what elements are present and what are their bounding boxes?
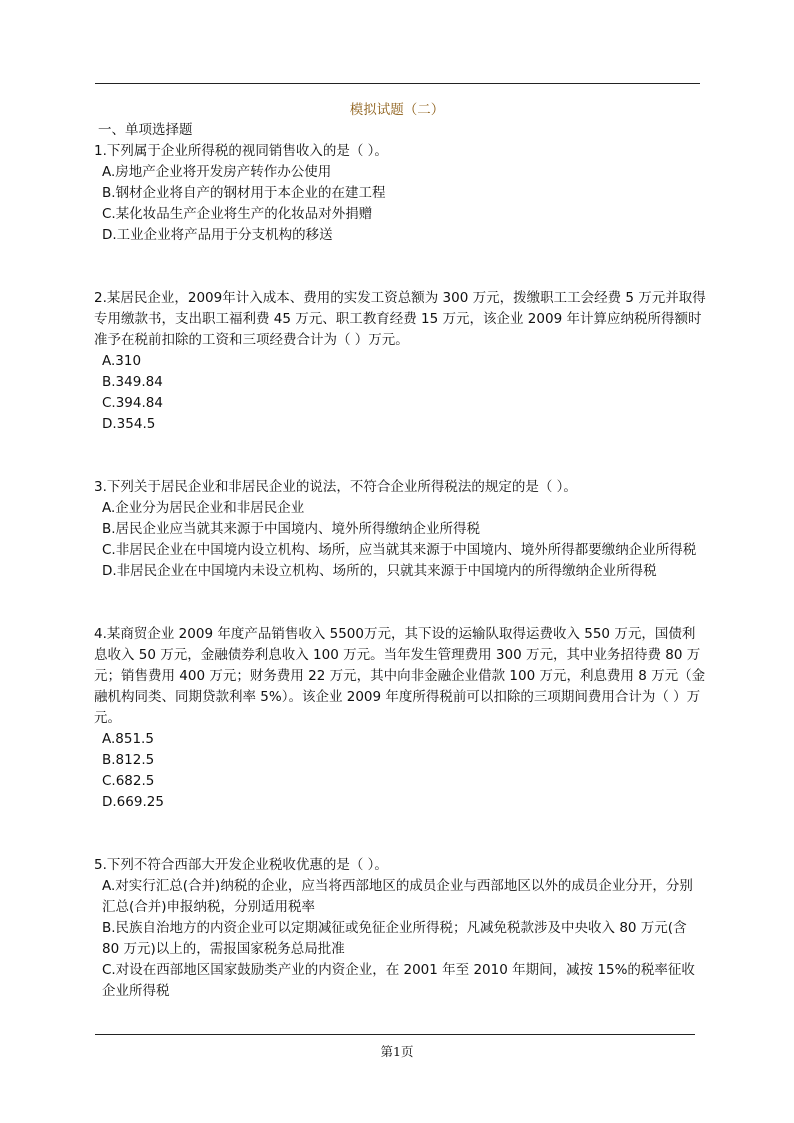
option-b: B.812.5 [102, 752, 155, 768]
option-b: B.349.84 [102, 374, 163, 390]
option-c: C.某化妆品生产企业将生产的化妆品对外捐赠 [102, 206, 373, 222]
option-c: C.394.84 [102, 395, 163, 411]
option-d: D.669.25 [102, 794, 164, 810]
option-a: A.310 [102, 353, 142, 369]
option-b: B.居民企业应当就其来源于中国境内、境外所得缴纳企业所得税 [102, 521, 481, 537]
question-stem: 2.某居民企业，2009年计入成本、费用的实发工资总额为 300 万元，拨缴职工工会经费 5 万元并取得专用缴款书，支出职工福利费 45 万元、职工教育经费 15 万元，该企业 2009 年计算应纳税所得额时准予在税前扣除的工资和三项经费合计为（ ）万元。 [94, 290, 706, 348]
document-title: 模拟试题（二） [349, 102, 445, 118]
question-stem: 3.下列关于居民企业和非居民企业的说法，不符合企业所得税法的规定的是（ ）。 [94, 479, 577, 495]
option-a: A.企业分为居民企业和非居民企业 [102, 500, 305, 516]
option-b: B.钢材企业将自产的钢材用于本企业的在建工程 [102, 185, 386, 201]
document-body [94, 120, 706, 1002]
question-2 [94, 288, 706, 435]
page-number: 第1页 [380, 1044, 414, 1059]
question-5 [94, 855, 706, 1002]
option-d: D.非居民企业在中国境内未设立机构、场所的，只就其来源于中国境内的所得缴纳企业所得税 [102, 563, 657, 579]
question-1 [94, 141, 706, 246]
question-stem: 4.某商贸企业 2009 年度产品销售收入 5500万元，其下设的运输队取得运费收入 550 万元，国债利息收入 50 万元，金融债券利息收入 100 万元。当年发生管理费用 300 万元，其中业务招待费 80 万元；销售费用 400 万元；财务费用 22 万元，其中向非金融企业借款 100 万元，利息费用 8 万元（金融机构同类、同期贷款利率 5%）。该企业 2009 年度所得税前可以扣除的三项期间费用合计为（ ）万元。 [94, 626, 706, 726]
option-d: D.354.5 [102, 416, 156, 432]
question-stem: 1.下列属于企业所得税的视同销售收入的是（ ）。 [94, 143, 388, 159]
option-d: D.工业企业将产品用于分支机构的移送 [102, 227, 333, 243]
question-4 [94, 624, 706, 813]
question-stem: 5.下列不符合西部大开发企业税收优惠的是（ ）。 [94, 857, 388, 873]
header-rule [95, 83, 700, 84]
option-c: C.682.5 [102, 773, 155, 789]
option-a: A.对实行汇总(合并)纳税的企业，应当将西部地区的成员企业与西部地区以外的成员企业分开，分别汇总(合并)申报纳税，分别适用税率 [102, 878, 693, 915]
question-3 [94, 477, 706, 582]
option-c: C.对设在西部地区国家鼓励类产业的内资企业，在 2001 年至 2010 年期间，减按 15%的税率征收企业所得税 [102, 962, 695, 999]
option-a: A.851.5 [102, 731, 154, 747]
option-a: A.房地产企业将开发房产转作办公使用 [102, 164, 332, 180]
footer-rule [95, 1034, 695, 1035]
option-b: B.民族自治地方的内资企业可以定期减征或免征企业所得税；凡减免税款涉及中央收入 80 万元(含 80 万元)以上的，需报国家税务总局批准 [102, 920, 687, 957]
section-heading: 一、单项选择题 [98, 122, 193, 138]
option-c: C.非居民企业在中国境内设立机构、场所，应当就其来源于中国境内、境外所得都要缴纳企业所得税 [102, 542, 697, 558]
